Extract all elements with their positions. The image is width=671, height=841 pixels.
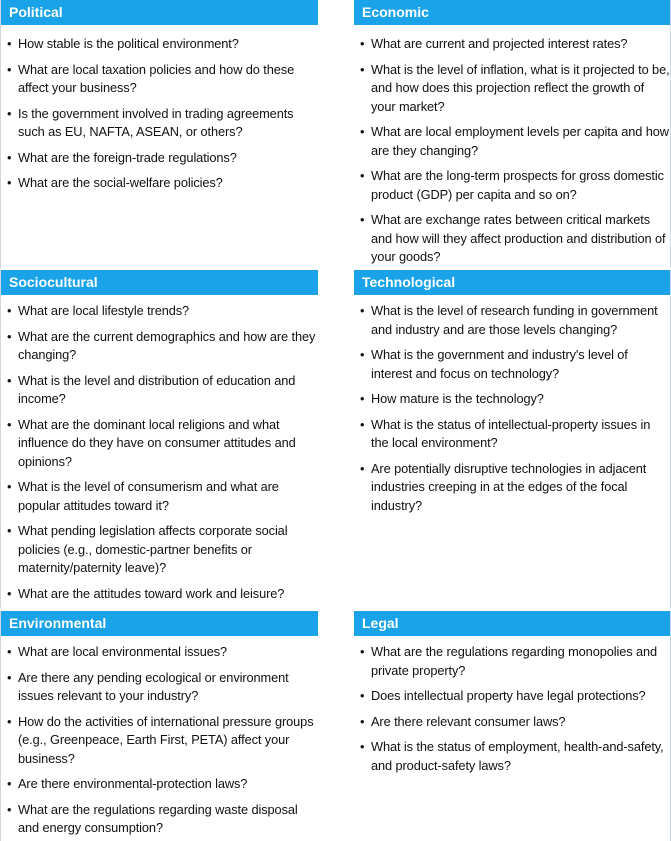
list-item: • What is the status of employment, health-and-safety, and product-safety laws? [354,738,670,775]
list-item: • What are current and projected interest rates? [354,35,670,54]
list-item: • How stable is the political environment? [1,35,318,54]
list-item: • What are local employment levels per capita and how are they changing? [354,123,670,160]
legal-panel [354,611,671,841]
list-item: • How do the activities of international pressure groups (e.g., Greenpeace, Earth First, PETA) affect your business? [1,713,318,769]
technological-list [354,302,670,515]
list-item: • What is the level of research funding in government and industry and are those levels changing? [354,302,670,339]
list-item: • What is the level and distribution of education and income? [1,372,318,409]
list-item: • What is the level of consumerism and what are popular attitudes toward it? [1,478,318,515]
legal-list [354,643,670,775]
technological-header: Technological [354,270,670,295]
list-item: • Are there any pending ecological or environment issues relevant to your industry? [1,669,318,706]
list-item: • What are the foreign-trade regulations? [1,149,318,168]
list-item: • Is the government involved in trading agreements such as EU, NAFTA, ASEAN, or others? [1,105,318,142]
list-item: • What are the attitudes toward work and leisure? [1,585,318,604]
list-item: • What are the long-term prospects for gross domestic product (GDP) per capita and so on? [354,167,670,204]
environmental-header: Environmental [1,611,318,636]
list-item: • Are potentially disruptive technologies in adjacent industries creeping in at the edges of the focal industry? [354,460,670,516]
list-item: • What are local taxation policies and how do these affect your business? [1,61,318,98]
list-item: • What pending legislation affects corporate social policies (e.g., domestic-partner benefits or maternity/paternity leave)? [1,522,318,578]
environmental-panel [0,611,318,841]
sociocultural-list [1,302,318,603]
political-header: Political [1,0,318,25]
political-list [1,25,318,193]
list-item: • What are the dominant local religions and what influence do they have on consumer attitudes and opinions? [1,416,318,472]
list-item: • What are exchange rates between critical markets and how will they affect production and distribution of your goods? [354,211,670,267]
sociocultural-panel [0,270,318,608]
list-item: • What are local lifestyle trends? [1,302,318,321]
list-item: • What is the level of inflation, what is it projected to be, and how does this projection reflect the growth of your market? [354,61,670,117]
list-item: • What are the regulations regarding waste disposal and energy consumption? [1,801,318,838]
economic-list [354,25,670,267]
list-item: • Does intellectual property have legal protections? [354,687,670,706]
list-item: • How mature is the technology? [354,390,670,409]
list-item: • What are the regulations regarding monopolies and private property? [354,643,670,680]
list-item: • What are the social-welfare policies? [1,174,318,193]
legal-header: Legal [354,611,670,636]
list-item: • What are the current demographics and how are they changing? [1,328,318,365]
list-item: • What is the government and industry's level of interest and focus on technology? [354,346,670,383]
list-item: • Are there environmental-protection laws? [1,775,318,794]
technological-panel [354,270,671,608]
list-item: • What are local environmental issues? [1,643,318,662]
list-item: • What is the status of intellectual-property issues in the local environment? [354,416,670,453]
economic-panel [354,0,671,268]
environmental-list [1,643,318,838]
list-item: • Are there relevant consumer laws? [354,713,670,732]
sociocultural-header: Sociocultural [1,270,318,295]
political-panel [0,0,318,268]
economic-header: Economic [354,0,670,25]
